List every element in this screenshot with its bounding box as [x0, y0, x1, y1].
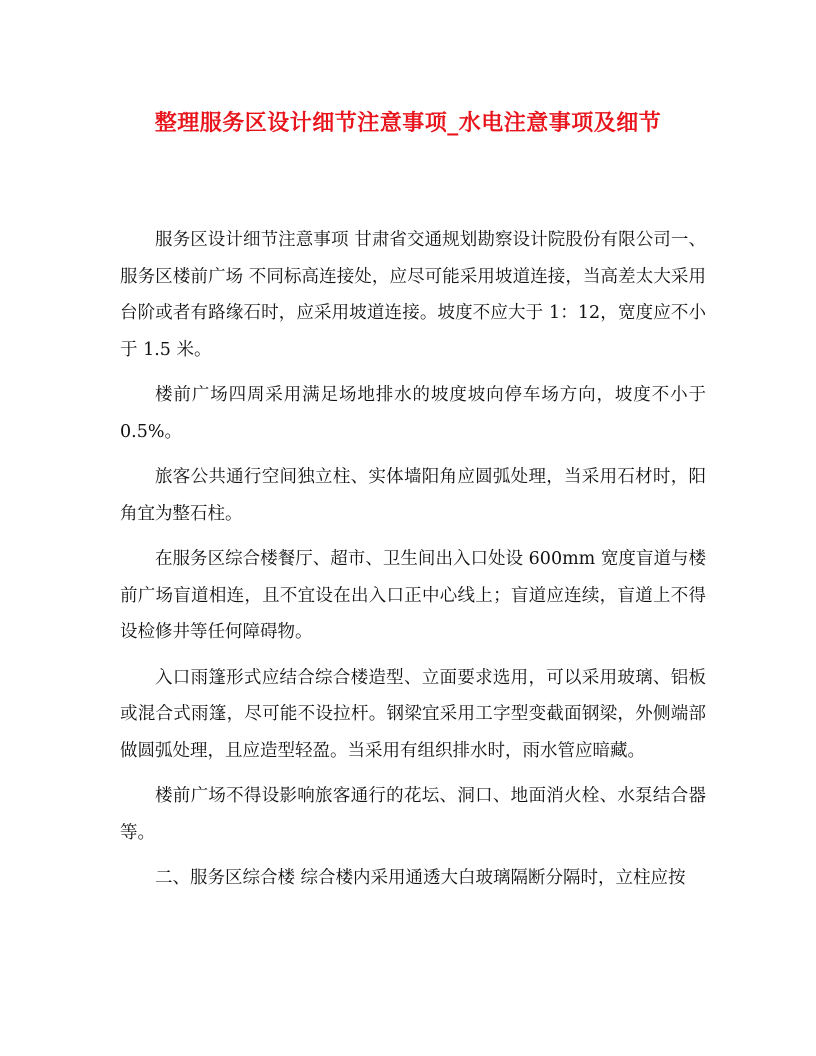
- paragraph-6: 楼前广场不得设影响旅客通行的花坛、洞口、地面消火栓、水泵结合器等。: [120, 786, 706, 843]
- paragraph-3: 旅客公共通行空间独立柱、实体墙阳角应圆弧处理，当采用石材时，阳角宜为整石柱。: [120, 467, 706, 524]
- document-body: [120, 222, 706, 897]
- paragraph-5: 入口雨篷形式应结合综合楼造型、立面要求选用，可以采用玻璃、铝板或混合式雨篷，尽可能不设拉杆。钢梁宜采用工字型变截面钢梁，外侧端部做圆弧处理，且应造型轻盈。当采用有组织排水时，雨水管应暗藏。: [120, 667, 706, 761]
- paragraph-7: 二、服务区综合楼 综合楼内采用通透大白玻璃隔断分隔时，立柱应按: [155, 868, 686, 888]
- paragraph-1: 服务区设计细节注意事项 甘肃省交通规划勘察设计院股份有限公司一、服务区楼前广场 不同标高连接处，应尽可能采用坡道连接，当高差太大采用台阶或者有路缘石时，应采用坡道连接。坡度不应大于 1：12，宽度应不小于 1.5 米。: [120, 230, 706, 360]
- paragraph-2: 楼前广场四周采用满足场地排水的坡度坡向停车场方向，坡度不小于0.5%。: [120, 385, 706, 442]
- document-title: 整理服务区设计细节注意事项_水电注意事项及细节: [154, 110, 662, 136]
- paragraph-4: 在服务区综合楼餐厅、超市、卫生间出入口处设 600mm 宽度盲道与楼前广场盲道相连，且不宜设在出入口正中心线上；盲道应连续，盲道上不得设检修井等任何障碍物。: [120, 549, 706, 642]
